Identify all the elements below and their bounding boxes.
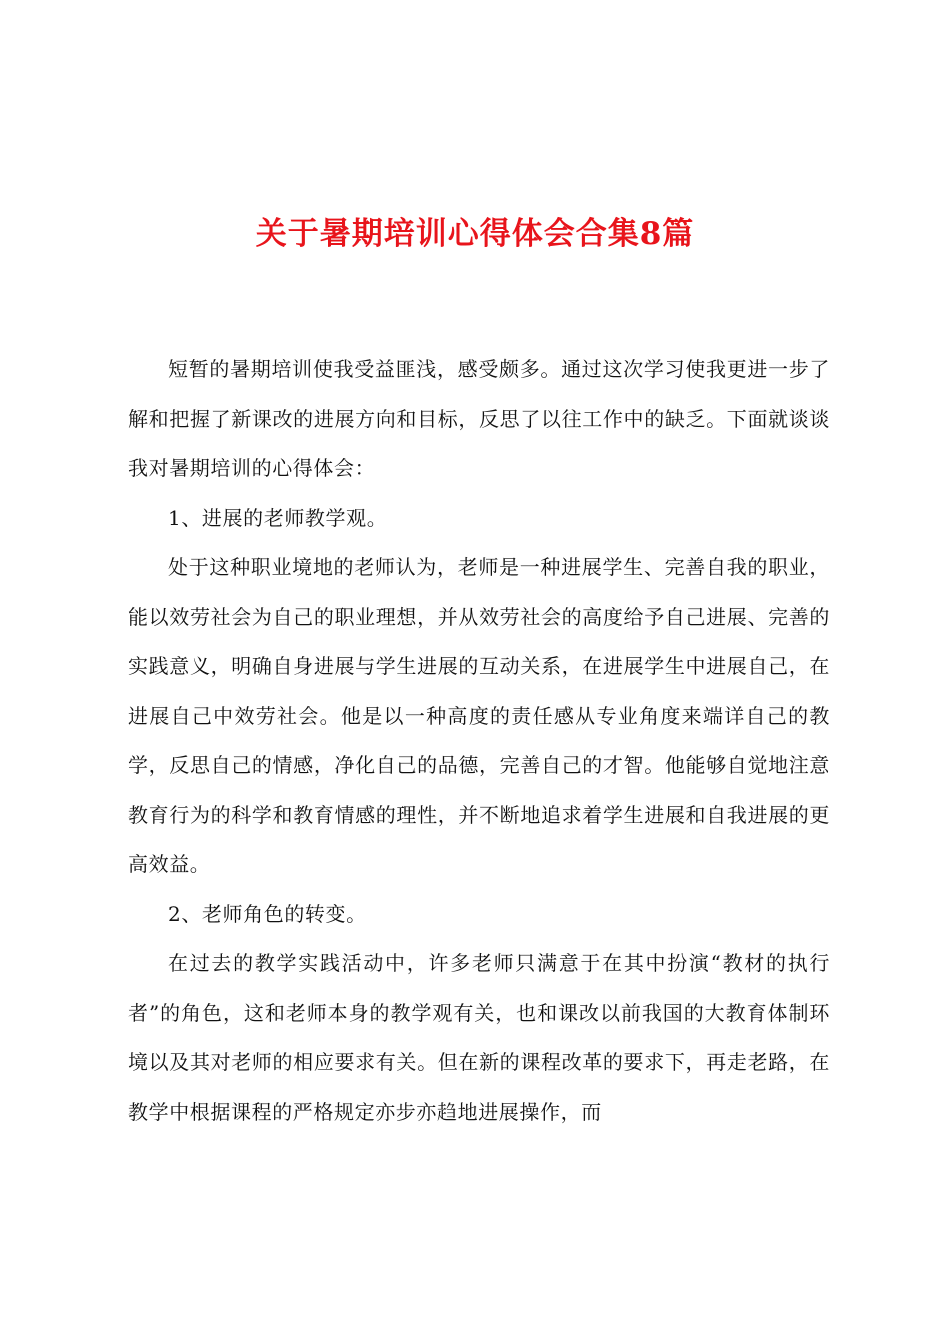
paragraph-intro: 短暂的暑期培训使我受益匪浅，感受颇多。通过这次学习使我更进一步了解和把握了新课改的进展方向和目标，反思了以往工作中的缺乏。下面就谈谈我对暑期培训的心得体会： [128,357,830,480]
paragraph-teacher-view: 处于这种职业境地的老师认为，老师是一种进展学生、完善自我的职业，能以效劳社会为自己的职业理想，并从效劳社会的高度给予自己进展、完善的实践意义，明确自身进展与学生进展的互动关系，在进展学生中进展自己，在进展自己中效劳社会。他是以一种高度的责任感从专业角度来端详自己的教学，反思自己的情感，净化自己的品德，完善自己的才智。他能够自觉地注意教育行为的科学和教育情感的理性，并不断地追求着学生进展和自我进展的更高效益。 [128,555,830,876]
paragraph-role-change: 在过去的教学实践活动中，许多老师只满意于在其中扮演“教材的执行者”的角色，这和老师本身的教学观有关，也和课改以前我国的大教育体制环境以及其对老师的相应要求有关。但在新的课程改革的要求下，再走老路，在教学中根据课程的严格规定亦步亦趋地进展操作，而 [128,951,830,1124]
paragraph-heading-1: 1、进展的老师教学观。 [168,505,388,530]
document-title: 关于暑期培训心得体会合集8篇 [255,216,695,252]
document-body [128,345,830,1137]
paragraph-heading-2: 2、老师角色的转变。 [168,901,367,926]
